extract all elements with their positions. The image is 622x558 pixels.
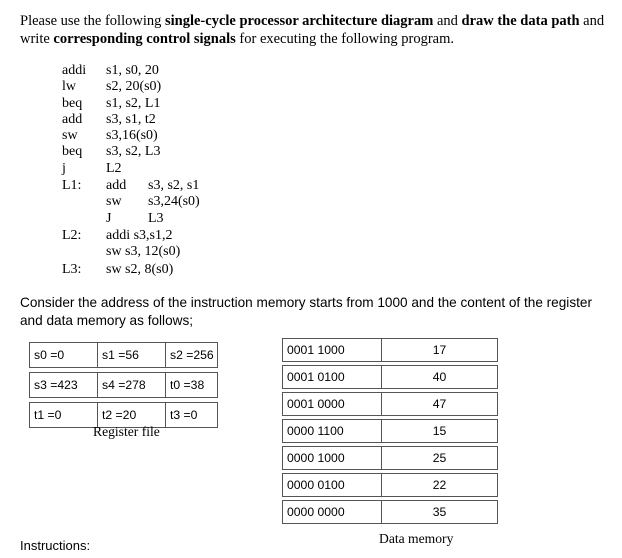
operands: s3, s2, s1 (148, 178, 200, 193)
register-cell: t2 =20 (98, 403, 166, 428)
opcode: beq (62, 144, 83, 160)
register-cell: s1 =56 (98, 343, 166, 368)
code-line (62, 128, 161, 144)
code-label: L3: (62, 262, 82, 277)
table-row (283, 474, 498, 497)
operands: L3 (148, 210, 164, 226)
register-file-table (29, 342, 218, 428)
intro-bold-datapath: draw the data path (461, 13, 580, 29)
register-cell: t3 =0 (166, 403, 218, 428)
code-line (62, 112, 161, 128)
intro-text-1: Please use the following (20, 13, 165, 29)
memory-address: 0001 1000 (283, 339, 382, 362)
memory-value: 25 (382, 447, 498, 470)
table-row (283, 447, 498, 470)
table-row (30, 343, 218, 368)
memory-address: 0000 0000 (283, 501, 382, 524)
register-file-caption: Register file (93, 424, 160, 439)
code-line (62, 194, 200, 210)
opcode: sw (62, 128, 78, 144)
intro-text-3: and write (20, 13, 605, 47)
code-line (62, 262, 173, 278)
memory-value: 17 (382, 339, 498, 362)
operands: s1, s2, L1 (106, 95, 161, 111)
instructions-label: Instructions: (20, 538, 91, 553)
instruction: addi s3,s1,2 (106, 228, 173, 243)
opcode: beq (62, 95, 83, 111)
register-cell: s0 =0 (30, 343, 98, 368)
code-label: L1: (62, 178, 82, 193)
data-memory-caption: Data memory (379, 531, 454, 546)
code-line (62, 244, 180, 260)
opcode: J (106, 210, 112, 226)
code-line (62, 144, 161, 160)
intro-text-4: for executing the following program. (235, 31, 455, 47)
intro-paragraph (20, 12, 610, 48)
program-main (62, 63, 161, 177)
instruction: sw s3, 12(s0) (106, 244, 181, 260)
table-row (283, 393, 498, 416)
memory-value: 15 (382, 420, 498, 443)
opcode: addi (62, 63, 87, 78)
program-l3 (62, 262, 173, 278)
operands: s2, 20(s0) (106, 79, 162, 95)
operands: s3, s1, t2 (106, 111, 156, 127)
consider-paragraph: Consider the address of the instruction memory starts from 1000 and the content of the register and data memory as follows; (20, 295, 592, 328)
table-row (283, 339, 498, 362)
code-line (62, 178, 200, 194)
register-cell: s3 =423 (30, 373, 98, 398)
code-line (62, 96, 161, 112)
intro-bold-control: corresponding control signals (53, 31, 236, 47)
memory-value: 40 (382, 366, 498, 389)
opcode: add (106, 178, 127, 193)
opcode: j (62, 160, 66, 176)
table-row (30, 373, 218, 398)
register-cell: s4 =278 (98, 373, 166, 398)
program-l2 (62, 228, 180, 261)
table-row (283, 501, 498, 524)
operands: L2 (106, 160, 122, 176)
register-cell: t1 =0 (30, 403, 98, 428)
operands: s3,24(s0) (148, 194, 200, 210)
code-line (62, 228, 180, 244)
intro-text-2: and (433, 13, 462, 29)
data-memory-table (282, 338, 498, 524)
memory-value: 35 (382, 501, 498, 524)
code-line (62, 79, 161, 95)
code-line (62, 63, 161, 79)
operands: s1, s0, 20 (106, 63, 159, 78)
memory-value: 47 (382, 393, 498, 416)
program-l1 (62, 178, 200, 227)
code-label: L2: (62, 228, 82, 243)
table-row (283, 420, 498, 443)
opcode: add (62, 111, 83, 127)
instruction: sw s2, 8(s0) (106, 262, 174, 277)
memory-address: 0000 1000 (283, 447, 382, 470)
intro-bold-diagram: single-cycle processor architecture diagram (164, 13, 434, 29)
operands: s3,16(s0) (106, 128, 158, 144)
register-cell: s2 =256 (166, 343, 218, 368)
memory-address: 0001 0100 (283, 366, 382, 389)
opcode: sw (106, 194, 122, 210)
code-line (62, 161, 161, 177)
operands: s3, s2, L3 (106, 144, 161, 160)
code-line (62, 211, 200, 227)
memory-value: 22 (382, 474, 498, 497)
table-row (283, 366, 498, 389)
memory-address: 0000 1100 (283, 420, 382, 443)
memory-address: 0001 0000 (283, 393, 382, 416)
register-cell: t0 =38 (166, 373, 218, 398)
opcode: lw (62, 79, 76, 95)
memory-address: 0000 0100 (283, 474, 382, 497)
